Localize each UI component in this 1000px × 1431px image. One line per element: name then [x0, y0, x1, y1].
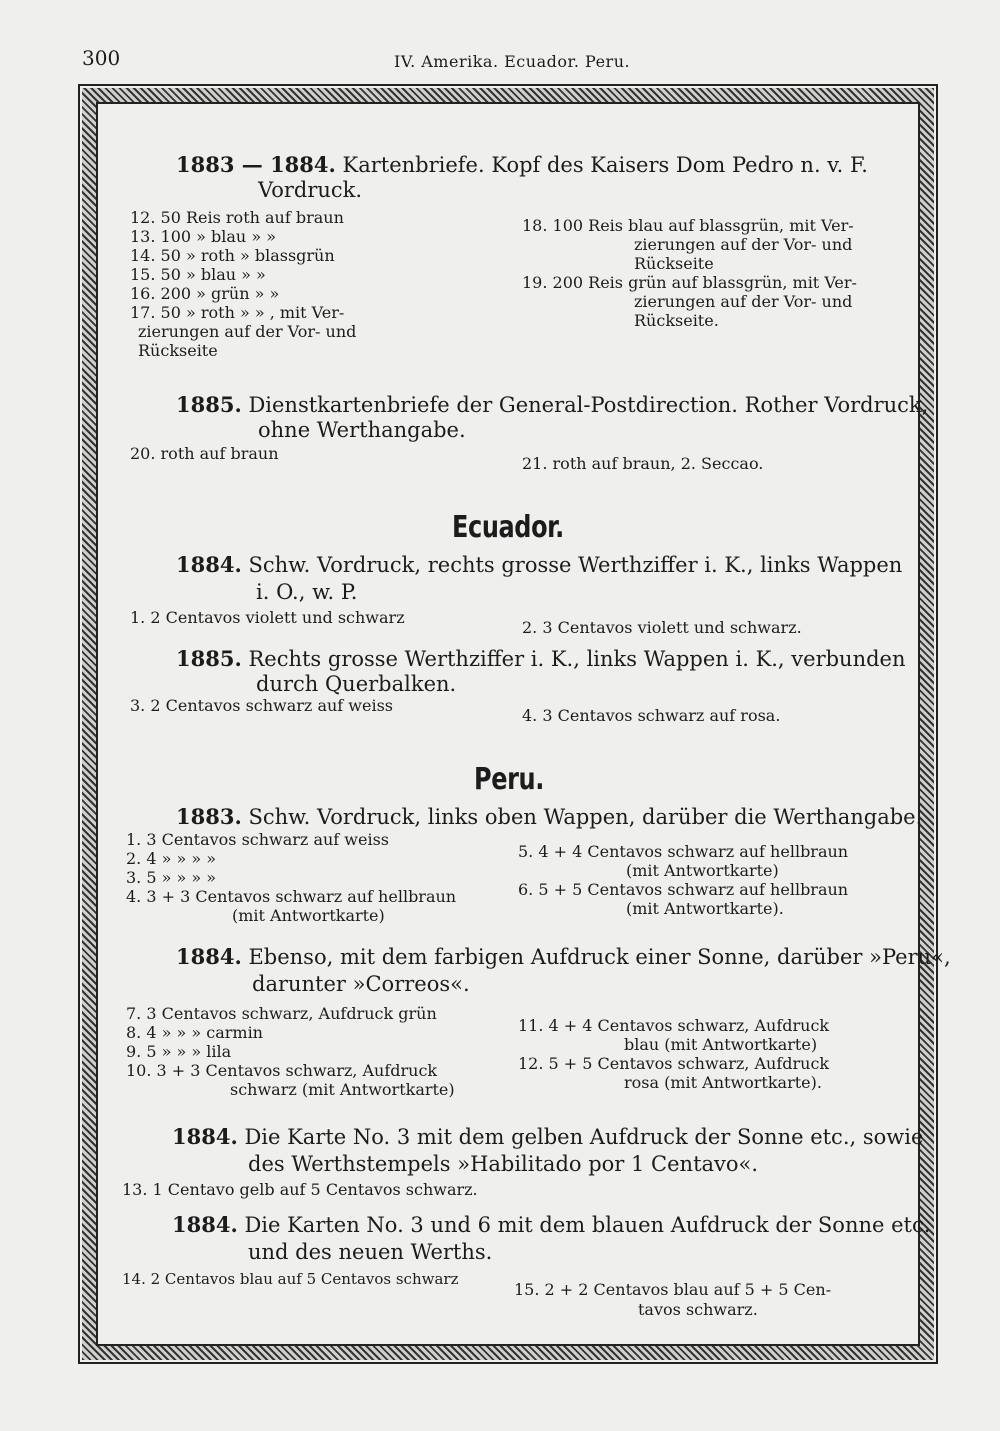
- entry-list-right: [518, 842, 848, 918]
- list-item: 1. 3 Centavos schwarz auf weiss: [126, 830, 389, 849]
- list-item: (mit Antwortkarte): [232, 906, 385, 925]
- list-item: 10. 3 + 3 Centavos schwarz, Aufdruck: [126, 1061, 438, 1080]
- list-item: 15. 50 » blau » »: [130, 265, 266, 284]
- list-item: 19. 200 Reis grün auf blassgrün, mit Ver-: [522, 273, 857, 292]
- list-item: 4. 3 Centavos schwarz auf rosa.: [522, 706, 781, 725]
- list-item: 12. 5 + 5 Centavos schwarz, Aufdruck: [518, 1054, 830, 1073]
- list-item: 13. 1 Centavo gelb auf 5 Centavos schwarz.: [122, 1180, 478, 1199]
- list-item: 17. 50 » roth » » , mit Ver-: [130, 303, 345, 322]
- list-item: zierungen auf der Vor- und: [634, 235, 853, 254]
- list-item: tavos schwarz.: [638, 1300, 758, 1319]
- section-heading-cont: ohne Werthangabe.: [258, 418, 466, 442]
- list-item: 14. 50 » roth » blassgrün: [130, 246, 335, 265]
- section-heading: 1884. Die Karte No. 3 mit dem gelben Aufdruck der Sonne etc., sowie: [172, 1124, 924, 1149]
- section-heading: 1885. Rechts grosse Werthziffer i. K., links Wappen i. K., verbunden: [176, 646, 906, 671]
- list-item: 8. 4 » » » carmin: [126, 1023, 263, 1042]
- list-item: 21. roth auf braun, 2. Seccao.: [522, 454, 764, 473]
- list-item: zierungen auf der Vor- und: [138, 322, 357, 341]
- entry-list-right: [522, 216, 857, 330]
- list-item: 13. 100 » blau » »: [130, 227, 276, 246]
- section-heading: 1884. Schw. Vordruck, rechts grosse Werthziffer i. K., links Wappen: [176, 552, 903, 577]
- list-item: zierungen auf der Vor- und: [634, 292, 853, 311]
- list-item: Rückseite: [138, 341, 218, 360]
- list-item: rosa (mit Antwortkarte).: [624, 1073, 822, 1092]
- section-heading-cont: i. O., w. P.: [256, 580, 358, 604]
- country-title-peru: Peru.: [474, 762, 544, 797]
- list-item: 3. 2 Centavos schwarz auf weiss: [130, 696, 393, 715]
- section-heading: 1883. Schw. Vordruck, links oben Wappen, darüber die Werthangabe.: [176, 804, 923, 829]
- list-item: Rückseite.: [634, 311, 719, 330]
- section-heading-cont: Vordruck.: [258, 178, 363, 202]
- section-heading-cont: des Werthstempels »Habilitado por 1 Centavo«.: [248, 1152, 759, 1176]
- list-item: 18. 100 Reis blau auf blassgrün, mit Ver-: [522, 216, 854, 235]
- list-item: 14. 2 Centavos blau auf 5 Centavos schwarz: [122, 1270, 459, 1288]
- list-item: 15. 2 + 2 Centavos blau auf 5 + 5 Cen-: [514, 1280, 832, 1299]
- list-item: 20. roth auf braun: [130, 444, 279, 463]
- section-heading: 1884. Ebenso, mit dem farbigen Aufdruck einer Sonne, darüber »Peru«,: [176, 944, 951, 969]
- section-heading: 1883 — 1884. Kartenbriefe. Kopf des Kaisers Dom Pedro n. v. F.: [176, 152, 868, 177]
- list-item: 3. 5 » » » »: [126, 868, 217, 887]
- section-heading-cont: und des neuen Werths.: [248, 1240, 493, 1264]
- list-item: 5. 4 + 4 Centavos schwarz auf hellbraun: [518, 842, 849, 861]
- list-item: 6. 5 + 5 Centavos schwarz auf hellbraun: [518, 880, 849, 899]
- running-head: IV. Amerika. Ecuador. Peru.: [394, 52, 631, 71]
- list-item: 4. 3 + 3 Centavos schwarz auf hellbraun: [126, 887, 457, 906]
- entry-list-left: [126, 1004, 455, 1099]
- list-item: blau (mit Antwortkarte): [624, 1035, 818, 1054]
- page-number: 300: [82, 46, 121, 70]
- entry-list-right: [518, 1016, 829, 1092]
- list-item: 7. 3 Centavos schwarz, Aufdruck grün: [126, 1004, 437, 1023]
- list-item: 2. 3 Centavos violett und schwarz.: [522, 618, 802, 637]
- country-title-ecuador: Ecuador.: [452, 510, 564, 545]
- entry-list-left: [126, 830, 456, 925]
- entry-list-left: [130, 208, 356, 360]
- list-item: (mit Antwortkarte): [626, 861, 779, 880]
- list-item: schwarz (mit Antwortkarte): [230, 1080, 455, 1099]
- list-item: (mit Antwortkarte).: [626, 899, 784, 918]
- list-item: 16. 200 » grün » »: [130, 284, 280, 303]
- list-item: 2. 4 » » » »: [126, 849, 217, 868]
- section-heading-cont: durch Querbalken.: [256, 672, 457, 696]
- section-heading-cont: darunter »Correos«.: [252, 972, 470, 996]
- section-heading: 1884. Die Karten No. 3 und 6 mit dem blauen Aufdruck der Sonne etc.: [172, 1212, 931, 1237]
- list-item: 1. 2 Centavos violett und schwarz: [130, 608, 405, 627]
- list-item: 12. 50 Reis roth auf braun: [130, 208, 344, 227]
- list-item: Rückseite: [634, 254, 714, 273]
- list-item: 9. 5 » » » lila: [126, 1042, 232, 1061]
- list-item: 11. 4 + 4 Centavos schwarz, Aufdruck: [518, 1016, 830, 1035]
- section-heading: 1885. Dienstkartenbriefe der General-Postdirection. Rother Vordruck,: [176, 392, 929, 417]
